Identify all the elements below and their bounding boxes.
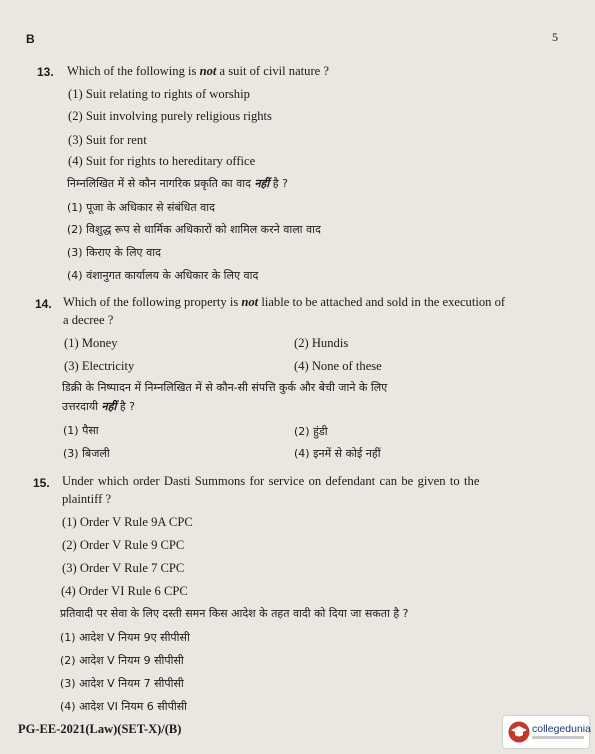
question-text-hi: प्रतिवादी पर सेवा के लिए दस्ती समन किस आदेश के तहत वादी को दिया जा सकता है ?: [60, 607, 409, 620]
question-text-part: Which of the following is: [67, 64, 200, 78]
option-en-4: (4) Order VI Rule 6 CPC: [61, 584, 188, 598]
question-text-part: liable to be attached and sold in the execution of: [258, 295, 506, 309]
collegedunia-watermark: [503, 716, 589, 748]
option-hi-2: (2) विशुद्ध रूप से धार्मिक अधिकारों को शामिल करने वाला वाद: [67, 223, 321, 236]
question-number: 14.: [35, 297, 52, 311]
emphasis-not: not: [199, 64, 217, 78]
option-hi-1: (1) आदेश V नियम 9ए सीपीसी: [60, 631, 190, 644]
option-hi-3: (3) आदेश V नियम 7 सीपीसी: [60, 677, 184, 690]
option-hi-4: (4) वंशानुगत कार्यालय के अधिकार के लिए वाद: [67, 269, 259, 282]
option-hi-2: (2) आदेश V नियम 9 सीपीसी: [60, 654, 184, 667]
option-hi-4: (4) इनमें से कोई नहीं: [294, 447, 381, 460]
option-en-4: (4) Suit for rights to hereditary office: [68, 154, 256, 168]
graduation-cap-icon: [508, 721, 530, 743]
option-en-4: (4) None of these: [294, 359, 382, 373]
option-hi-3: (3) बिजली: [63, 447, 110, 460]
question-text-part: है ?: [116, 400, 136, 413]
option-hi-1: (1) पूजा के अधिकार से संबंधित वाद: [67, 201, 215, 214]
question-text-part: है ?: [269, 177, 288, 190]
option-en-3: (3) Suit for rent: [68, 133, 147, 147]
option-en-1: (1) Money: [64, 336, 118, 350]
option-en-3: (3) Electricity: [64, 359, 135, 373]
option-hi-4: (4) आदेश VI नियम 6 सीपीसी: [60, 700, 187, 713]
emphasis-nahi: नहीं: [101, 400, 117, 413]
option-en-3: (3) Order V Rule 7 CPC: [62, 561, 185, 575]
option-hi-1: (1) पैसा: [63, 424, 99, 437]
page-number: 5: [552, 30, 558, 44]
question-text-en-line2: plaintiff ?: [62, 492, 112, 506]
question-text-en: [63, 295, 505, 310]
question-text-hi: डिक्री के निष्पादन में निम्नलिखित में से कौन-सी संपत्ति कुर्क और बेची जाने के लिए: [62, 381, 388, 394]
question-text-en: [67, 64, 329, 79]
question-number: 13.: [37, 65, 54, 79]
emphasis-nahi: नहीं: [254, 177, 270, 190]
option-hi-3: (3) किराए के लिए वाद: [67, 246, 161, 259]
question-text-en: Under which order Dasti Summons for service on defendant can be given to the: [62, 474, 480, 488]
question-text-part: निम्नलिखित में से कौन नागरिक प्रकृति का वाद: [67, 177, 255, 190]
option-en-2: (2) Order V Rule 9 CPC: [62, 538, 185, 552]
option-en-2: (2) Hundis: [294, 336, 349, 350]
option-en-2: (2) Suit involving purely religious rights: [68, 109, 272, 123]
series-label: B: [26, 32, 35, 46]
brand-tagline-bar: [532, 736, 584, 739]
paper-code: PG-EE-2021(Law)(SET-X)/(B): [18, 722, 182, 736]
question-text-part: a suit of civil nature ?: [216, 64, 329, 78]
option-en-1: (1) Order V Rule 9A CPC: [62, 515, 193, 529]
question-text-hi: [67, 176, 288, 191]
option-hi-2: (2) हुंडी: [294, 425, 328, 438]
option-en-1: (1) Suit relating to rights of worship: [68, 87, 250, 101]
question-text-part: Which of the following property is: [63, 295, 242, 309]
emphasis-not: not: [241, 295, 259, 309]
brand-name: collegedunia: [532, 723, 591, 735]
question-number: 15.: [33, 476, 50, 490]
question-text-part: उत्तरदायी: [62, 400, 102, 413]
question-text-en-line2: a decree ?: [63, 313, 114, 327]
question-text-hi-line2: [62, 399, 135, 414]
